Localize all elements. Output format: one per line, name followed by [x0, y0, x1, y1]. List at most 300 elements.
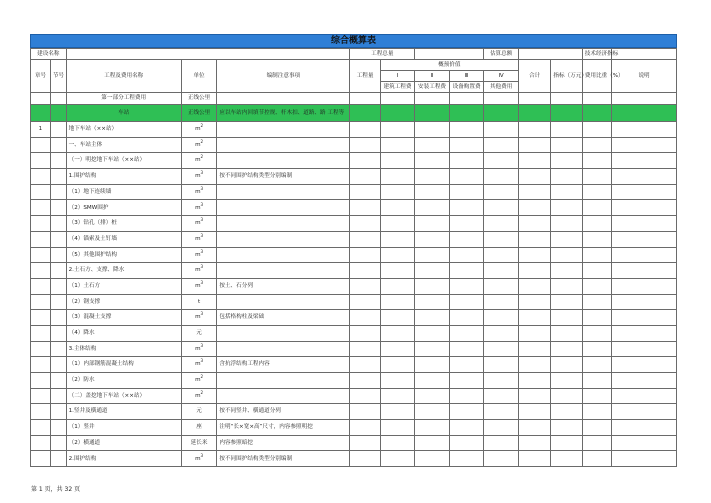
row-value-cell[interactable] — [518, 310, 550, 326]
row-value-cell[interactable] — [380, 247, 415, 263]
row-value-cell[interactable] — [415, 169, 450, 185]
row-value-cell[interactable] — [449, 310, 484, 326]
row-item-name: （4）降水 — [66, 325, 181, 341]
row-value-cell[interactable] — [484, 451, 519, 467]
row-value-cell[interactable] — [484, 310, 519, 326]
row-value-cell[interactable] — [582, 341, 611, 357]
row-value-cell[interactable] — [518, 325, 550, 341]
row-value-cell[interactable] — [518, 216, 550, 232]
row-unit — [181, 310, 217, 326]
row-value-cell[interactable] — [415, 137, 450, 153]
unit-exponent: 3 — [200, 170, 204, 176]
row-value-cell[interactable] — [551, 184, 582, 200]
row-section — [50, 294, 66, 310]
row-value-cell[interactable] — [518, 404, 550, 420]
row-value-cell[interactable] — [582, 278, 611, 294]
row-value-cell[interactable] — [415, 263, 450, 279]
row-section — [50, 451, 66, 467]
row-value-cell[interactable] — [484, 420, 519, 436]
engineering-total-value[interactable] — [415, 49, 484, 60]
row-value-cell[interactable] — [449, 404, 484, 420]
row-value-cell[interactable] — [415, 341, 450, 357]
row-value-cell[interactable] — [582, 247, 611, 263]
row-value-cell[interactable] — [449, 122, 484, 138]
row-notes — [217, 341, 350, 357]
row-value-cell[interactable] — [518, 278, 550, 294]
total-header: 合计 — [518, 60, 550, 93]
row-value-cell[interactable] — [449, 451, 484, 467]
row-seq — [31, 310, 51, 326]
row-item-name: （1）地下连续墙 — [66, 184, 181, 200]
row-value-cell[interactable] — [551, 404, 582, 420]
row-value-cell[interactable] — [612, 153, 677, 169]
row-value-cell[interactable] — [518, 357, 550, 373]
table-row — [31, 278, 677, 294]
row-value-cell[interactable] — [612, 263, 677, 279]
row-value-cell[interactable] — [380, 310, 415, 326]
row-value-cell[interactable] — [449, 435, 484, 451]
row-value-cell[interactable] — [350, 294, 380, 310]
quantity-header: 工程量 — [350, 60, 380, 93]
seq-header: 章号 — [31, 60, 51, 93]
table-row — [31, 341, 677, 357]
row-seq: 1 — [31, 122, 51, 138]
row-value-cell[interactable] — [612, 247, 677, 263]
row-value-cell[interactable] — [415, 278, 450, 294]
unit-text: 元 — [196, 330, 202, 337]
row-value-cell[interactable] — [484, 373, 519, 389]
row-value-cell[interactable] — [612, 341, 677, 357]
estimate-value-header: 概预价值 — [380, 60, 518, 71]
row-notes — [217, 373, 350, 389]
row-value-cell[interactable] — [551, 247, 582, 263]
row-value-cell[interactable] — [582, 357, 611, 373]
row-value-cell[interactable] — [518, 294, 550, 310]
row-value-cell[interactable] — [415, 231, 450, 247]
row-value-cell[interactable] — [551, 451, 582, 467]
row-value-cell[interactable] — [484, 357, 519, 373]
unit-exponent: 3 — [200, 311, 204, 317]
row-value-cell[interactable] — [582, 388, 611, 404]
row-value-cell[interactable] — [415, 184, 450, 200]
row-value-cell[interactable] — [350, 341, 380, 357]
row-value-cell[interactable] — [380, 216, 415, 232]
row-value-cell[interactable] — [350, 184, 380, 200]
row-value-cell[interactable] — [551, 357, 582, 373]
row-value-cell[interactable] — [582, 137, 611, 153]
tech-econ-value[interactable] — [612, 49, 677, 60]
row-item-name: （2）SMW围护 — [66, 200, 181, 216]
row-value-cell[interactable] — [380, 231, 415, 247]
row-value-cell[interactable] — [484, 137, 519, 153]
row-value-cell[interactable] — [350, 200, 380, 216]
row-value-cell[interactable] — [449, 341, 484, 357]
row-value-cell[interactable] — [380, 122, 415, 138]
unit-exponent: 3 — [200, 280, 204, 286]
row-item-name: （1）土石方 — [66, 278, 181, 294]
unit-exponent: 3 — [200, 201, 204, 207]
row-value-cell[interactable] — [449, 357, 484, 373]
table-row — [31, 420, 677, 436]
col-i-sub-header: 建筑工程费 — [380, 82, 415, 93]
table-row — [31, 231, 677, 247]
row-value-cell[interactable] — [484, 263, 519, 279]
row-value-cell[interactable] — [518, 388, 550, 404]
row-value-cell[interactable] — [551, 169, 582, 185]
row-value-cell[interactable] — [582, 200, 611, 216]
row-section — [50, 169, 66, 185]
row-value-cell[interactable] — [582, 325, 611, 341]
row-value-cell[interactable] — [612, 435, 677, 451]
row-seq — [31, 357, 51, 373]
row-value-cell[interactable] — [518, 153, 550, 169]
unit-text: m — [195, 314, 201, 321]
row-value-cell[interactable] — [582, 231, 611, 247]
row-value-cell[interactable] — [380, 325, 415, 341]
row-value-cell[interactable] — [551, 153, 582, 169]
table-row — [31, 137, 677, 153]
row-value-cell[interactable] — [612, 137, 677, 153]
row-value-cell[interactable] — [415, 216, 450, 232]
row-value-cell[interactable] — [449, 137, 484, 153]
row-value-cell[interactable] — [484, 184, 519, 200]
row-value-cell[interactable] — [484, 404, 519, 420]
row-value-cell[interactable] — [612, 357, 677, 373]
indicator-header: 指标（万元） — [551, 60, 582, 93]
row-value-cell[interactable] — [380, 153, 415, 169]
row-value-cell[interactable] — [415, 451, 450, 467]
station-notes: 应以车站内回填节控规、杆木扣、道路、路 工程等 — [217, 105, 350, 122]
row-value-cell[interactable] — [350, 404, 380, 420]
row-value-cell[interactable] — [350, 263, 380, 279]
row-unit — [181, 294, 217, 310]
row-value-cell[interactable] — [415, 122, 450, 138]
row-value-cell[interactable] — [449, 247, 484, 263]
row-value-cell[interactable] — [449, 169, 484, 185]
row-notes — [217, 325, 350, 341]
row-value-cell[interactable] — [415, 373, 450, 389]
row-notes — [217, 137, 350, 153]
row-value-cell[interactable] — [551, 137, 582, 153]
row-value-cell[interactable] — [582, 153, 611, 169]
row-value-cell[interactable] — [415, 153, 450, 169]
row-item-name: （5）其他围护结构 — [66, 247, 181, 263]
unit-text: m — [195, 157, 201, 164]
row-seq — [31, 294, 51, 310]
row-value-cell[interactable] — [380, 373, 415, 389]
row-section — [50, 122, 66, 138]
row-value-cell[interactable] — [612, 388, 677, 404]
row-value-cell[interactable] — [415, 200, 450, 216]
row-value-cell[interactable] — [612, 325, 677, 341]
row-seq — [31, 325, 51, 341]
unit-exponent: 3 — [200, 217, 204, 223]
row-value-cell[interactable] — [449, 263, 484, 279]
col-ii-header: Ⅱ — [415, 71, 450, 82]
row-unit — [181, 184, 217, 200]
table-row — [31, 294, 677, 310]
table-row — [31, 247, 677, 263]
row-value-cell[interactable] — [380, 137, 415, 153]
row-unit — [181, 231, 217, 247]
row-value-cell[interactable] — [415, 325, 450, 341]
row-notes: 注明“长×宽×高”尺寸，内容参照明挖 — [217, 420, 350, 436]
row-value-cell[interactable] — [380, 184, 415, 200]
unit-exponent: 3 — [200, 233, 204, 239]
row-seq — [31, 137, 51, 153]
row-seq — [31, 263, 51, 279]
row-notes: 按不同竖井、横通道分列 — [217, 404, 350, 420]
row-section — [50, 357, 66, 373]
row-value-cell[interactable] — [449, 373, 484, 389]
row-value-cell[interactable] — [582, 263, 611, 279]
row-value-cell[interactable] — [551, 325, 582, 341]
row-value-cell[interactable] — [484, 278, 519, 294]
row-value-cell[interactable] — [551, 122, 582, 138]
row-value-cell[interactable] — [415, 247, 450, 263]
row-value-cell[interactable] — [350, 451, 380, 467]
row-value-cell[interactable] — [551, 294, 582, 310]
table-row — [31, 153, 677, 169]
row-value-cell[interactable] — [518, 231, 550, 247]
row-value-cell[interactable] — [415, 388, 450, 404]
row-value-cell[interactable] — [449, 184, 484, 200]
row-value-cell[interactable] — [380, 200, 415, 216]
row-value-cell[interactable] — [582, 404, 611, 420]
row-value-cell[interactable] — [380, 435, 415, 451]
row-value-cell[interactable] — [582, 169, 611, 185]
table-row — [31, 451, 677, 467]
row-value-cell[interactable] — [350, 247, 380, 263]
row-value-cell[interactable] — [551, 231, 582, 247]
row-value-cell[interactable] — [551, 373, 582, 389]
row-value-cell[interactable] — [350, 435, 380, 451]
row-value-cell[interactable] — [350, 231, 380, 247]
row-value-cell[interactable] — [484, 294, 519, 310]
unit-text: 延长米 — [190, 439, 208, 446]
row-unit — [181, 404, 217, 420]
row-value-cell[interactable] — [350, 153, 380, 169]
row-value-cell[interactable] — [612, 373, 677, 389]
row-value-cell[interactable] — [518, 247, 550, 263]
unit-exponent: 2 — [200, 389, 204, 395]
row-value-cell[interactable] — [350, 169, 380, 185]
sheet-title: 综合概算表 — [30, 34, 677, 48]
row-value-cell[interactable] — [449, 325, 484, 341]
row-section — [50, 247, 66, 263]
row-value-cell[interactable] — [350, 310, 380, 326]
row-value-cell[interactable] — [612, 200, 677, 216]
row-value-cell[interactable] — [415, 294, 450, 310]
row-seq — [31, 169, 51, 185]
row-value-cell[interactable] — [551, 435, 582, 451]
row-value-cell[interactable] — [518, 373, 550, 389]
row-value-cell[interactable] — [449, 231, 484, 247]
row-value-cell[interactable] — [484, 216, 519, 232]
row-value-cell[interactable] — [551, 420, 582, 436]
row-value-cell[interactable] — [551, 278, 582, 294]
row-value-cell[interactable] — [484, 169, 519, 185]
row-value-cell[interactable] — [380, 388, 415, 404]
row-section — [50, 231, 66, 247]
row-value-cell[interactable] — [551, 341, 582, 357]
row-value-cell[interactable] — [518, 169, 550, 185]
row-value-cell[interactable] — [484, 247, 519, 263]
unit-text: m — [195, 204, 201, 211]
row-value-cell[interactable] — [612, 420, 677, 436]
row-value-cell[interactable] — [582, 310, 611, 326]
row-value-cell[interactable] — [449, 388, 484, 404]
row-value-cell[interactable] — [380, 169, 415, 185]
row-item-name: （4）锚索及土钉墙 — [66, 231, 181, 247]
row-value-cell[interactable] — [612, 310, 677, 326]
row-value-cell[interactable] — [582, 435, 611, 451]
row-value-cell[interactable] — [415, 357, 450, 373]
row-value-cell[interactable] — [518, 200, 550, 216]
col-iv-header: Ⅳ — [484, 71, 519, 82]
row-notes — [217, 263, 350, 279]
row-notes — [217, 231, 350, 247]
row-value-cell[interactable] — [449, 278, 484, 294]
row-section — [50, 153, 66, 169]
row-value-cell[interactable] — [415, 420, 450, 436]
row-value-cell[interactable] — [380, 420, 415, 436]
row-value-cell[interactable] — [415, 310, 450, 326]
row-notes — [217, 200, 350, 216]
row-value-cell[interactable] — [612, 294, 677, 310]
row-value-cell[interactable] — [350, 388, 380, 404]
row-value-cell[interactable] — [582, 373, 611, 389]
row-value-cell[interactable] — [449, 216, 484, 232]
row-item-name: （3）钻孔（排）桩 — [66, 216, 181, 232]
row-notes: 按不同围护结构类型分别编制 — [217, 169, 350, 185]
row-section — [50, 263, 66, 279]
row-notes: 按土、石分列 — [217, 278, 350, 294]
row-value-cell[interactable] — [350, 420, 380, 436]
estimate-table — [30, 48, 677, 467]
row-value-cell[interactable] — [518, 263, 550, 279]
unit-text: m — [195, 282, 201, 289]
row-value-cell[interactable] — [484, 435, 519, 451]
row-unit — [181, 357, 217, 373]
row-value-cell[interactable] — [350, 278, 380, 294]
row-value-cell[interactable] — [484, 325, 519, 341]
row-item-name: （一）明挖地下车站（××站） — [66, 153, 181, 169]
station-name: 车站 — [66, 105, 181, 122]
row-value-cell[interactable] — [484, 153, 519, 169]
row-value-cell[interactable] — [551, 263, 582, 279]
row-value-cell[interactable] — [350, 216, 380, 232]
row-value-cell[interactable] — [612, 451, 677, 467]
project-name-value[interactable] — [66, 49, 350, 60]
row-value-cell[interactable] — [518, 435, 550, 451]
budget-total-value[interactable] — [518, 49, 582, 60]
row-value-cell[interactable] — [551, 200, 582, 216]
table-row — [31, 122, 677, 138]
row-value-cell[interactable] — [380, 278, 415, 294]
row-section — [50, 420, 66, 436]
row-value-cell[interactable] — [518, 184, 550, 200]
table-row — [31, 388, 677, 404]
row-value-cell[interactable] — [612, 278, 677, 294]
row-value-cell[interactable] — [582, 294, 611, 310]
row-value-cell[interactable] — [484, 231, 519, 247]
row-value-cell[interactable] — [449, 200, 484, 216]
table-row — [31, 310, 677, 326]
unit-exponent: 2 — [200, 138, 204, 144]
row-value-cell[interactable] — [380, 341, 415, 357]
row-unit — [181, 153, 217, 169]
row-value-cell[interactable] — [484, 388, 519, 404]
row-value-cell[interactable] — [582, 420, 611, 436]
row-value-cell[interactable] — [582, 122, 611, 138]
table-row — [31, 169, 677, 185]
row-value-cell[interactable] — [518, 451, 550, 467]
row-value-cell[interactable] — [518, 122, 550, 138]
unit-header: 单位 — [181, 60, 217, 93]
row-value-cell[interactable] — [380, 357, 415, 373]
row-value-cell[interactable] — [551, 388, 582, 404]
row-value-cell[interactable] — [350, 122, 380, 138]
row-value-cell[interactable] — [380, 294, 415, 310]
row-value-cell[interactable] — [582, 451, 611, 467]
row-seq — [31, 420, 51, 436]
row-value-cell[interactable] — [582, 184, 611, 200]
unit-text: m — [195, 392, 201, 399]
table-row — [31, 263, 677, 279]
row-section — [50, 184, 66, 200]
row-notes — [217, 294, 350, 310]
row-value-cell[interactable] — [484, 200, 519, 216]
row-value-cell[interactable] — [551, 216, 582, 232]
row-value-cell[interactable] — [350, 357, 380, 373]
row-value-cell[interactable] — [449, 420, 484, 436]
row-value-cell[interactable] — [612, 169, 677, 185]
row-value-cell[interactable] — [612, 216, 677, 232]
row-value-cell[interactable] — [380, 451, 415, 467]
row-value-cell[interactable] — [612, 184, 677, 200]
row-value-cell[interactable] — [551, 310, 582, 326]
row-seq — [31, 278, 51, 294]
row-value-cell[interactable] — [380, 404, 415, 420]
row-value-cell[interactable] — [415, 404, 450, 420]
row-value-cell[interactable] — [612, 122, 677, 138]
row-seq — [31, 184, 51, 200]
row-value-cell[interactable] — [350, 137, 380, 153]
row-value-cell[interactable] — [484, 122, 519, 138]
row-value-cell[interactable] — [518, 420, 550, 436]
row-value-cell[interactable] — [449, 153, 484, 169]
unit-text: 座 — [196, 424, 202, 431]
row-value-cell[interactable] — [518, 137, 550, 153]
row-notes — [217, 216, 350, 232]
row-value-cell[interactable] — [612, 404, 677, 420]
row-value-cell[interactable] — [612, 231, 677, 247]
unit-text: m — [195, 173, 201, 180]
row-value-cell[interactable] — [484, 341, 519, 357]
row-value-cell[interactable] — [582, 216, 611, 232]
row-value-cell[interactable] — [415, 435, 450, 451]
row-value-cell[interactable] — [350, 325, 380, 341]
row-value-cell[interactable] — [449, 294, 484, 310]
unit-text: m — [195, 455, 201, 462]
cost-ratio-header: 费用比重（%） — [582, 60, 611, 93]
row-value-cell[interactable] — [380, 263, 415, 279]
row-value-cell[interactable] — [350, 373, 380, 389]
row-section — [50, 404, 66, 420]
row-value-cell[interactable] — [518, 341, 550, 357]
col-i-header: Ⅰ — [380, 71, 415, 82]
